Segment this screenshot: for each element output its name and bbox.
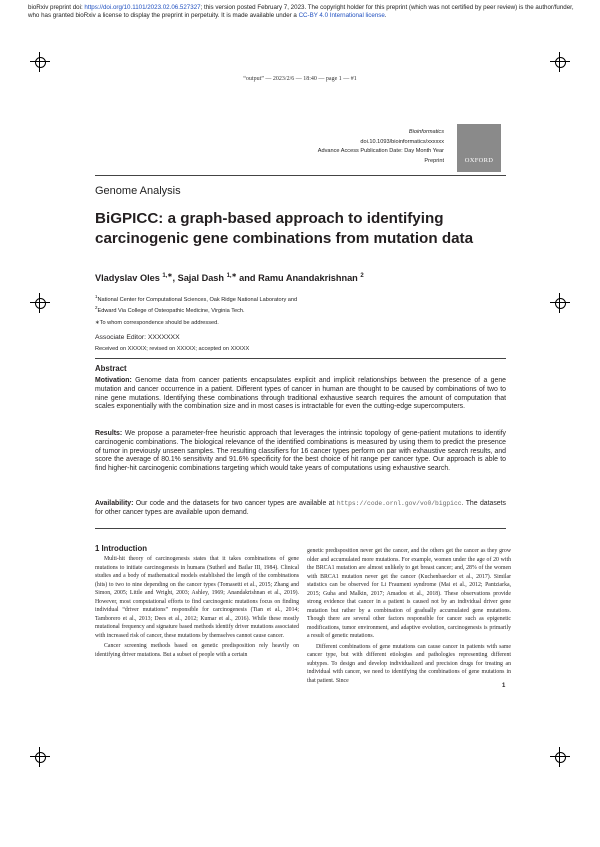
publisher-logo-text: OXFORD — [464, 157, 494, 164]
results-text: We propose a parameter-free heuristic approach that leverages the intrinsic topology of gene-patient mutations to identify carcinogenic combinations. The biological relevance of the identified combinations is measured by using them to predict the presence of tumor in previously unseen samples. The resulting classifiers for 16 cancer types perform on par with exhaustive search results, and score the average of 80.1% sensitivity and 91.6% specificity for the best choice of hit range per cancer type. Our approach is able to find higher-hit carcinogenic combinations targeting which would take years of computations using exhaustive search. — [95, 430, 506, 472]
affiliation-number: 2 — [95, 305, 98, 310]
affiliation — [95, 305, 245, 314]
motivation-text: Genome data from cancer patients encapsulates explicit and implicit relationships between the presence of a gene mutation and cancer occurrence in a patient. Different types of cancer in human are thought to be caused by combinations of two to nine gene mutations. Identifying these combinations through traditional exhaustive search requires the amount of computation that scales exponentially with the combination size and in most cases is intractable for even the cutting-edge supercomputers. — [95, 377, 506, 411]
abstract-motivation — [95, 377, 506, 412]
registration-mark — [33, 750, 47, 764]
journal-doi: doi.10.1093/bioinformatics/xxxxxx — [360, 138, 444, 145]
body-paragraph: Different combinations of gene mutations can cause cancer in patients with same cancer type, but with different etiologies and pathologies representing different subtypes. To design and develop individualized and precision drugs for treating an individual with cancer, we need to identifying the combinations of gene mutations in that patient. Since — [307, 643, 511, 684]
header-divider — [95, 175, 506, 176]
license-link[interactable]: CC-BY 4.0 International license — [298, 12, 385, 19]
motivation-label: Motivation: — [95, 377, 132, 384]
availability-label: Availability: — [95, 500, 134, 507]
body-paragraph: genetic predisposition never get the cancer, and the others get the cancer as they grow older and accumulated more mutations. For example, women under the age of 20 with the BRCA1 mutation are almost unlikely to get breast cancer; and, 28% of the women with BRCA1 mutation never get the cancer (Kuchenbaecker et al., 2017). Similar statistics can be observed for Li Fraumeni syndrome (Mai et al., 2012; Pantziarka, 2015; Guha and Malkin, 2017; Amadou et al., 2018). These observations provide strong evidence that cancer in a patient is caused not by an individual driver gene mutation but rather by a combination of gradually accumulated gene mutations. Though there are several other factors responsible for cancer such as epigenetic modifications, tumor environment, and adaptive evolution, carcinogenesis is primarily a result of genetic mutations. — [307, 548, 511, 640]
abstract-availability — [95, 500, 506, 518]
section-heading-introduction: 1 Introduction — [95, 544, 147, 553]
affiliation-text: Edward Via College of Osteopathic Medicine, Virginia Tech. — [97, 307, 245, 314]
page-number: 1 — [502, 683, 506, 689]
affiliation-number: 1 — [95, 294, 98, 299]
abstract-results — [95, 430, 506, 474]
code-url-link[interactable]: https://code.ornl.gov/vo0/bigpicc — [336, 500, 462, 507]
preprint-banner — [28, 4, 580, 20]
author-affiliation-mark: 2 — [360, 273, 364, 279]
author-name: Sajal Dash — [177, 273, 227, 284]
correspondence-note: ∗To whom correspondence should be addressed. — [95, 320, 219, 326]
author-name: Ramu Anandakrishnan — [258, 273, 361, 284]
body-paragraph: Multi-hit theory of carcinogenesis states that it takes combinations of gene mutations to initiate carcinogenesis in humans (Sutherl and Bailar III, 1984). Clinical studies and a body of mathematical models established the length of the combinations (hits) to two to nine depending on the cancer types (Tomasetti et al., 2015; Zhang and Simon, 2005; Little and Wright, 2003; Ashley, 1969; Anandakrishnan et al., 2019). However, most computational efforts to find carcinogenic mutations focus on finding individual “driver mutations” responsible for carcinogenesis (Tian et al., 2014; Tamborero et al., 2013; Dees et al., 2012; Kumar et al., 2016). While these mostly mutational frequency and signature based methods identify driver mutations associated with increased risk of cancer, these mutations by themselves cannot cause cancer. — [95, 556, 299, 639]
results-label: Results: — [95, 430, 123, 437]
availability-text: Our code and the datasets for two cancer types are available at — [133, 500, 337, 507]
doi-link[interactable]: https://doi.org/10.1101/2023.02.06.527327 — [84, 4, 201, 11]
paper-title: BiGPICC: a graph-based approach to identifying carcinogenic gene combinations from mutation data — [95, 210, 474, 247]
abstract-divider — [95, 358, 506, 359]
body-paragraph: Cancer screening methods based on genetic predisposition rely heavily on identifying driver mutations. But a subset of people with a certain — [95, 643, 299, 658]
received-dates: Received on XXXXX; revised on XXXXX; accepted on XXXXX — [95, 346, 250, 352]
associate-editor: Associate Editor: XXXXXXX — [95, 334, 180, 341]
body-column-left — [95, 555, 299, 659]
author-affiliation-mark: 1,∗ — [162, 273, 173, 279]
article-type: Preprint — [424, 157, 444, 164]
registration-mark — [33, 296, 47, 310]
registration-mark — [553, 55, 567, 69]
banner-suffix: . — [384, 12, 387, 19]
registration-mark — [553, 296, 567, 310]
banner-prefix: bioRxiv preprint doi: — [28, 4, 85, 11]
journal-name: Bioinformatics — [408, 129, 444, 135]
body-divider — [95, 528, 506, 529]
author-affiliation-mark: 1,∗ — [226, 273, 237, 279]
affiliation-text: National Center for Computational Sciences, Oak Ridge National Laboratory and — [97, 296, 298, 303]
abstract-heading: Abstract — [95, 364, 127, 373]
body-column-right — [307, 547, 511, 685]
availability-text: . The datasets for other cancer types are available upon demand. — [95, 500, 506, 516]
running-head: “output” — 2023/2/6 — 18:40 — page 1 — #1 — [243, 76, 357, 82]
author-separator: , — [172, 273, 178, 284]
publication-date: Advance Access Publication Date: Day Month Year — [317, 148, 444, 155]
journal-info — [318, 128, 444, 166]
registration-mark — [553, 750, 567, 764]
author-separator: and — [236, 273, 259, 284]
registration-mark — [33, 55, 47, 69]
banner-text: ; this version posted February 7, 2023. The copyright holder for this preprint (which was not certified by peer review) is the author/funder, who has granted bioRxiv a license to display the preprint in perpetuity. It is made available under a — [28, 4, 574, 19]
publisher-logo — [457, 124, 501, 172]
section-label: Genome Analysis — [95, 185, 181, 197]
affiliation — [95, 294, 297, 303]
author-list — [95, 272, 364, 283]
author-name: Vladyslav Oles — [95, 273, 163, 284]
